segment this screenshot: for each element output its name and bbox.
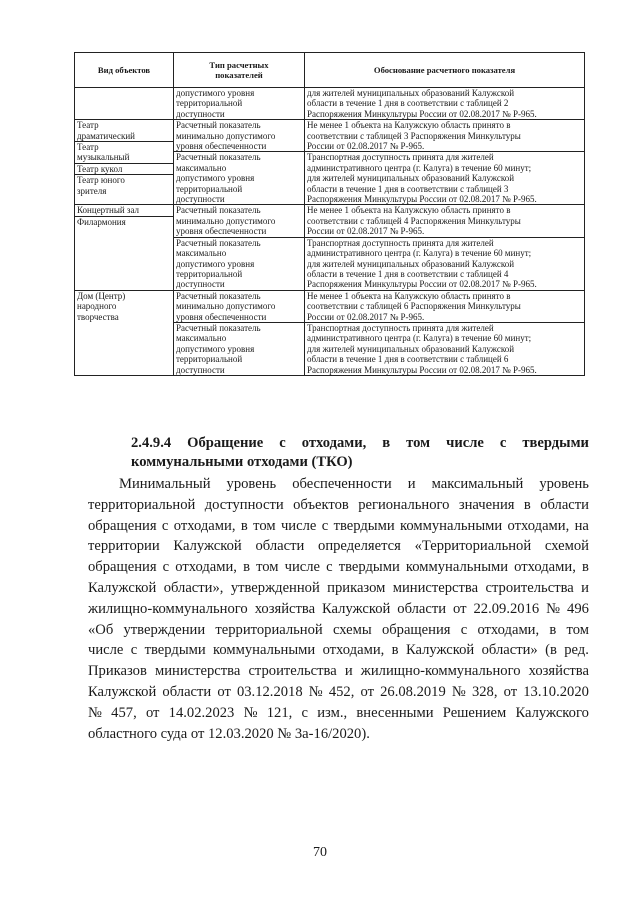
paragraph-word: уровень <box>539 476 589 492</box>
paragraph-word: утвержденной <box>230 579 320 596</box>
paragraph-line <box>88 536 589 557</box>
paragraph-word: Калужской <box>405 642 475 659</box>
paragraph-word: изм., <box>317 704 348 721</box>
paragraph-word: в <box>391 642 399 659</box>
paragraph-word: территории <box>88 538 160 555</box>
cell-text-line: доступности <box>176 108 225 119</box>
paragraph-word: Калужской <box>88 579 157 596</box>
section-heading-line-2: коммунальными отходами (ТКО) <box>131 454 353 470</box>
basis-max <box>305 238 584 290</box>
paragraph-word: том <box>566 621 589 638</box>
paragraph-line <box>88 557 589 578</box>
paragraph-word: с <box>130 642 138 659</box>
paragraph-word: 13.10.2020 <box>523 683 589 700</box>
cell-text-line: Театр юного <box>77 175 125 186</box>
paragraph-word: 03.12.2018 <box>236 683 303 700</box>
cell-text-line: Не менее 1 объекта на Калужскую область принято в <box>307 120 511 131</box>
paragraph-line <box>88 703 589 724</box>
paragraph-word: 457, <box>111 704 137 721</box>
paragraph-word: Калужской <box>88 683 157 700</box>
paragraph-word: области <box>255 538 305 555</box>
cell-text-line: минимально допустимого <box>176 301 276 312</box>
header-indicator-type-line: Тип расчетных <box>209 60 269 70</box>
cell-text-line: Транспортная доступность принята для жителей <box>307 322 494 333</box>
paragraph-line <box>88 495 589 516</box>
object-name <box>75 291 173 322</box>
paragraph-word: от <box>145 704 160 721</box>
paragraph-word: области <box>540 496 589 513</box>
cell-text-line: территориальной <box>176 98 243 109</box>
paragraph-word: объектов <box>293 496 349 513</box>
table-header-row <box>75 53 585 88</box>
cell-text-line: Театр кукол <box>77 163 123 174</box>
cell-text-line: музыкальный <box>77 152 130 163</box>
paragraph-word: с <box>162 559 170 576</box>
object-name <box>75 142 173 164</box>
paragraph-word: Калужской <box>322 600 391 617</box>
paragraph-word: 14.02.2023 <box>168 704 235 721</box>
paragraph-word: доступности <box>204 496 284 513</box>
paragraph-line <box>88 661 589 682</box>
cell-text-line: административного центра (г. Калуга) в течение 60 минут; <box>307 333 532 344</box>
cell-text-line: России от 02.08.2017 № Р-965. <box>307 141 425 152</box>
cell-text-line: Транспортная доступность принята для жителей <box>307 152 494 163</box>
cell-text-line: территориальной <box>176 268 243 279</box>
paragraph-word: Минимальный <box>119 476 211 492</box>
cell-indicator-type <box>174 88 305 120</box>
paragraph-word: с <box>321 517 329 534</box>
paragraph-word: Приказов <box>88 663 147 680</box>
paragraph-line <box>88 516 589 537</box>
paragraph-word: № <box>451 683 466 700</box>
cell-indicator-type <box>174 120 305 205</box>
paragraph-word: областного суда от 12.03.2020 № 3а-16/2020). <box>88 725 370 742</box>
header-object-type: Вид объектов <box>75 53 174 88</box>
table-row <box>75 205 585 290</box>
basis-min <box>305 291 584 323</box>
paragraph-word: числе <box>284 559 321 576</box>
cell-text-line: Расчетный показатель <box>176 290 261 301</box>
paragraph-word: определяется <box>318 538 401 555</box>
paragraph-word: значения <box>458 496 515 513</box>
heading-word: твердыми <box>522 435 589 451</box>
cell-basis <box>305 205 585 290</box>
paragraph-word: отходами, <box>322 642 385 659</box>
paragraph-word: Решением <box>442 704 507 721</box>
basis-max <box>305 152 584 204</box>
paragraph-word: министерства <box>155 663 241 680</box>
paragraph-line <box>88 474 589 495</box>
paragraph-word: территориальной <box>88 496 196 513</box>
body-paragraph <box>88 474 589 744</box>
cell-text-line: уровня обеспеченности <box>176 226 267 237</box>
paragraph-word: твердыми <box>338 559 400 576</box>
cell-basis <box>305 290 585 375</box>
table-row <box>75 88 585 120</box>
cell-text-line: области в течение 1 дня в соответствии с таблицей 6 <box>307 354 509 365</box>
cell-text-line: области в течение 1 дня в соответствии с таблицей 2 <box>307 98 509 109</box>
cell-text-line: допустимого уровня <box>176 173 255 184</box>
cell-text-line: Расчетный показатель <box>176 152 261 163</box>
cell-text-line: Расчетный показатель <box>176 205 261 216</box>
cell-object-type <box>75 205 174 290</box>
cell-indicator-type <box>174 205 305 290</box>
cell-text-line: доступности <box>176 279 225 290</box>
cell-text-line: для жителей муниципальных образований Калужской <box>307 173 515 184</box>
paragraph-word: 22.09.2016 <box>473 600 540 617</box>
paragraph-word: № <box>88 704 102 721</box>
cell-object-type <box>75 120 174 205</box>
indicator-min <box>174 291 304 323</box>
paragraph-word: регионального <box>358 496 450 513</box>
paragraph-word: от <box>453 600 467 617</box>
paragraph-word: твердыми <box>333 517 395 534</box>
paragraph-word: 452, <box>328 683 355 700</box>
cell-text-line: области в течение 1 дня в соответствии с таблицей 4 <box>307 268 509 279</box>
paragraph-word: обращения <box>88 517 157 534</box>
cell-text-line: России от 02.08.2017 № Р-965. <box>307 226 425 237</box>
cell-object-type <box>75 290 174 375</box>
paragraph-word: отходами, <box>507 517 570 534</box>
paragraph-word: с <box>301 704 309 721</box>
cell-text-line: Не менее 1 объекта на Калужскую область принято в <box>307 290 511 301</box>
page-number: 70 <box>313 845 327 860</box>
cell-text-line: допустимого уровня <box>176 258 255 269</box>
paragraph-word: от <box>217 683 231 700</box>
paragraph-word: области» <box>481 642 538 659</box>
paragraph-word: коммунальными <box>400 517 503 534</box>
paragraph-word: «Территориальной <box>414 538 532 555</box>
object-name <box>75 164 173 175</box>
cell-text-line: соответствии с таблицей 4 Распоряжения Минкультуры <box>307 215 521 226</box>
paragraph-word: схемой <box>544 538 589 555</box>
cell-text-line: для жителей муниципальных образований Калужской <box>307 88 515 98</box>
cell-text-line: доступности <box>176 364 225 375</box>
table-row <box>75 120 585 205</box>
basis-max <box>305 323 584 375</box>
paragraph-word: отходами, <box>477 621 540 638</box>
cell-text-line: Транспортная доступность принята для жителей <box>307 237 494 248</box>
cell-text-line: области в течение 1 дня в соответствии с таблицей 3 <box>307 183 509 194</box>
paragraph-word: отходами, <box>173 517 236 534</box>
paragraph-word: коммунальными <box>213 642 316 659</box>
paragraph-word: от <box>360 683 374 700</box>
paragraph-word: том <box>253 517 276 534</box>
paragraph-word: и <box>407 476 416 492</box>
cell-text-line: Театр <box>77 120 99 131</box>
cell-text-line: народного <box>77 301 117 312</box>
cell-text-line: Распоряжения Минкультуры России от 02.08.2017 № Р-965. <box>307 364 537 375</box>
paragraph-word: в <box>581 559 589 576</box>
table-row <box>75 290 585 375</box>
cell-basis <box>305 120 585 205</box>
cell-text-line: максимально <box>176 162 227 173</box>
paragraph-word: числе <box>88 642 124 659</box>
heading-word: том <box>406 435 431 451</box>
cell-text-line: уровня обеспеченности <box>176 311 267 322</box>
basis-min <box>305 120 584 152</box>
object-name <box>75 175 173 196</box>
paragraph-line <box>88 724 589 745</box>
paragraph-line <box>88 682 589 703</box>
paragraph-word: хозяйства <box>528 663 589 680</box>
paragraph-word: числе <box>280 517 317 534</box>
paragraph-word: твердыми <box>144 642 206 659</box>
paragraph-word: 121, <box>266 704 293 721</box>
paragraph-word: внесенными <box>356 704 434 721</box>
paragraph-word: жилищно-коммунального <box>360 663 521 680</box>
heading-word: с <box>279 435 286 451</box>
paragraph-word: строительства <box>248 663 337 680</box>
paragraph-word: максимальный <box>431 476 524 492</box>
paragraph-word: коммунальными <box>405 559 509 576</box>
paragraph-word: в <box>523 496 531 513</box>
cell-text-line: минимально допустимого <box>176 130 276 141</box>
paragraph-line <box>88 578 589 599</box>
object-name <box>75 120 173 142</box>
cell-text-line: Распоряжения Минкультуры России от 02.08.2017 № Р-965. <box>307 194 537 205</box>
paragraph-word: утверждении <box>123 621 206 638</box>
heading-word: отходами, <box>301 435 367 451</box>
cell-text-line: Расчетный показатель <box>176 322 261 333</box>
paragraph-word: и <box>581 579 589 596</box>
indicator-max <box>174 238 304 290</box>
cell-text-line: минимально допустимого <box>176 215 276 226</box>
cell-text-line: административного центра (г. Калуга) в течение 60 минут; <box>307 162 532 173</box>
cell-text-line: Распоряжения Минкультуры России от 02.08.2017 № Р-965. <box>307 279 537 290</box>
paragraph-line <box>88 640 589 661</box>
cell-text-line: доступности <box>176 194 225 205</box>
paragraph-word: строительства <box>485 579 574 596</box>
paragraph-word: отходами, <box>514 559 576 576</box>
cell-text-line: максимально <box>176 248 227 259</box>
paragraph-word: в <box>240 517 248 534</box>
cell-text-line: территориальной <box>176 354 243 365</box>
paragraph-word: № <box>243 704 258 721</box>
indicator-min <box>174 120 304 152</box>
heading-word: в <box>382 435 391 451</box>
basis-min <box>305 205 584 237</box>
cell-indicator-type <box>174 290 305 375</box>
cell-text-line: Дом (Центр) <box>77 290 126 301</box>
cell-text-line: Филармония <box>77 216 126 227</box>
cell-text-line: допустимого уровня <box>176 88 255 98</box>
cell-text-line: территориальной <box>176 183 243 194</box>
paragraph-word: обращения <box>381 621 451 638</box>
cell-text-line: Распоряжения Минкультуры России от 02.08.2017 № Р-965. <box>307 108 537 119</box>
heading-word: Обращение <box>187 435 264 451</box>
paragraph-word: жилищно-коммунального <box>88 600 248 617</box>
cell-text-line: соответствии с таблицей 3 Распоряжения Минкультуры <box>307 130 521 141</box>
section-heading <box>131 434 589 472</box>
header-indicator-type-line: показателей <box>215 70 263 80</box>
cell-text-line: допустимого уровня <box>176 343 255 354</box>
paragraph-word: «Об <box>88 621 114 638</box>
paragraph-word: 328, <box>471 683 498 700</box>
cell-text-line: России от 02.08.2017 № Р-965. <box>307 311 425 322</box>
paragraph-word: и <box>344 663 353 680</box>
heading-word: числе <box>446 435 484 451</box>
paragraph-word: № <box>308 683 323 700</box>
paragraph-word: области <box>397 600 447 617</box>
cell-text-line: Театр <box>77 142 99 153</box>
header-basis: Обоснование расчетного показателя <box>305 53 585 88</box>
paragraph-line <box>88 620 589 641</box>
indicator-min <box>174 205 304 237</box>
paragraph-word: территориальной <box>215 621 323 638</box>
cell-text-line: для жителей муниципальных образований Калужской <box>307 258 515 269</box>
paragraph-word: схемы <box>332 621 372 638</box>
cell-text-line: Расчетный показатель <box>176 120 261 131</box>
paragraph-word: Калужского <box>515 704 589 721</box>
paragraph-word: обращения <box>88 559 157 576</box>
norms-table <box>74 52 585 376</box>
cell-text-line: Не менее 1 объекта на Калужскую область принято в <box>307 205 511 216</box>
cell-text-line: зрителя <box>77 185 107 196</box>
paragraph-word: уровень <box>226 476 277 492</box>
paragraph-word: (в <box>545 642 557 659</box>
cell-text-line: драматический <box>77 130 135 141</box>
heading-word: 2.4.9.4 <box>131 435 172 451</box>
cell-basis <box>305 88 585 120</box>
cell-object-type <box>75 88 174 120</box>
cell-text-line: максимально <box>176 333 227 344</box>
paragraph-word: приказом <box>327 579 386 596</box>
paragraph-word: № <box>546 600 561 617</box>
heading-word: с <box>499 435 507 451</box>
paragraph-word: 496 <box>567 600 589 617</box>
header-indicator-type <box>174 53 305 88</box>
cell-text-line: соответствии с таблицей 6 Распоряжения Минкультуры <box>307 301 521 312</box>
paragraph-word: от <box>503 683 518 700</box>
section-heading-line-1 <box>131 434 589 453</box>
indicator-max <box>174 152 304 204</box>
object-name <box>75 217 173 227</box>
paragraph-word: с <box>161 517 169 534</box>
cell-text-line: административного центра (г. Калуга) в течение 60 минут; <box>307 248 532 259</box>
paragraph-word: в <box>549 621 557 638</box>
cell-text-line: творчества <box>77 311 119 322</box>
paragraph-word: на <box>574 517 589 534</box>
paragraph-word: отходами, <box>175 559 237 576</box>
paragraph-line <box>88 599 589 620</box>
paragraph-word: области <box>162 683 212 700</box>
paragraph-word: обеспеченности <box>292 476 392 492</box>
cell-text-line: Концертный зал <box>77 205 140 216</box>
paragraph-word: ред. <box>564 642 589 659</box>
cell-text-line: уровня обеспеченности <box>176 141 267 152</box>
paragraph-word: с <box>460 621 468 638</box>
paragraph-word: 26.08.2019 <box>380 683 446 700</box>
cell-text-line: Расчетный показатель <box>176 237 261 248</box>
paragraph-word: Калужской <box>173 538 242 555</box>
indicator-max <box>174 323 304 375</box>
paragraph-word: области», <box>163 579 224 596</box>
paragraph-word: с <box>326 559 333 576</box>
paragraph-word: том <box>256 559 279 576</box>
paragraph-word: в <box>243 559 250 576</box>
paragraph-word: министерства <box>392 579 479 596</box>
paragraph-word: хозяйства <box>254 600 316 617</box>
object-name <box>75 205 173 216</box>
cell-text-line: для жителей муниципальных образований Калужской <box>307 343 515 354</box>
